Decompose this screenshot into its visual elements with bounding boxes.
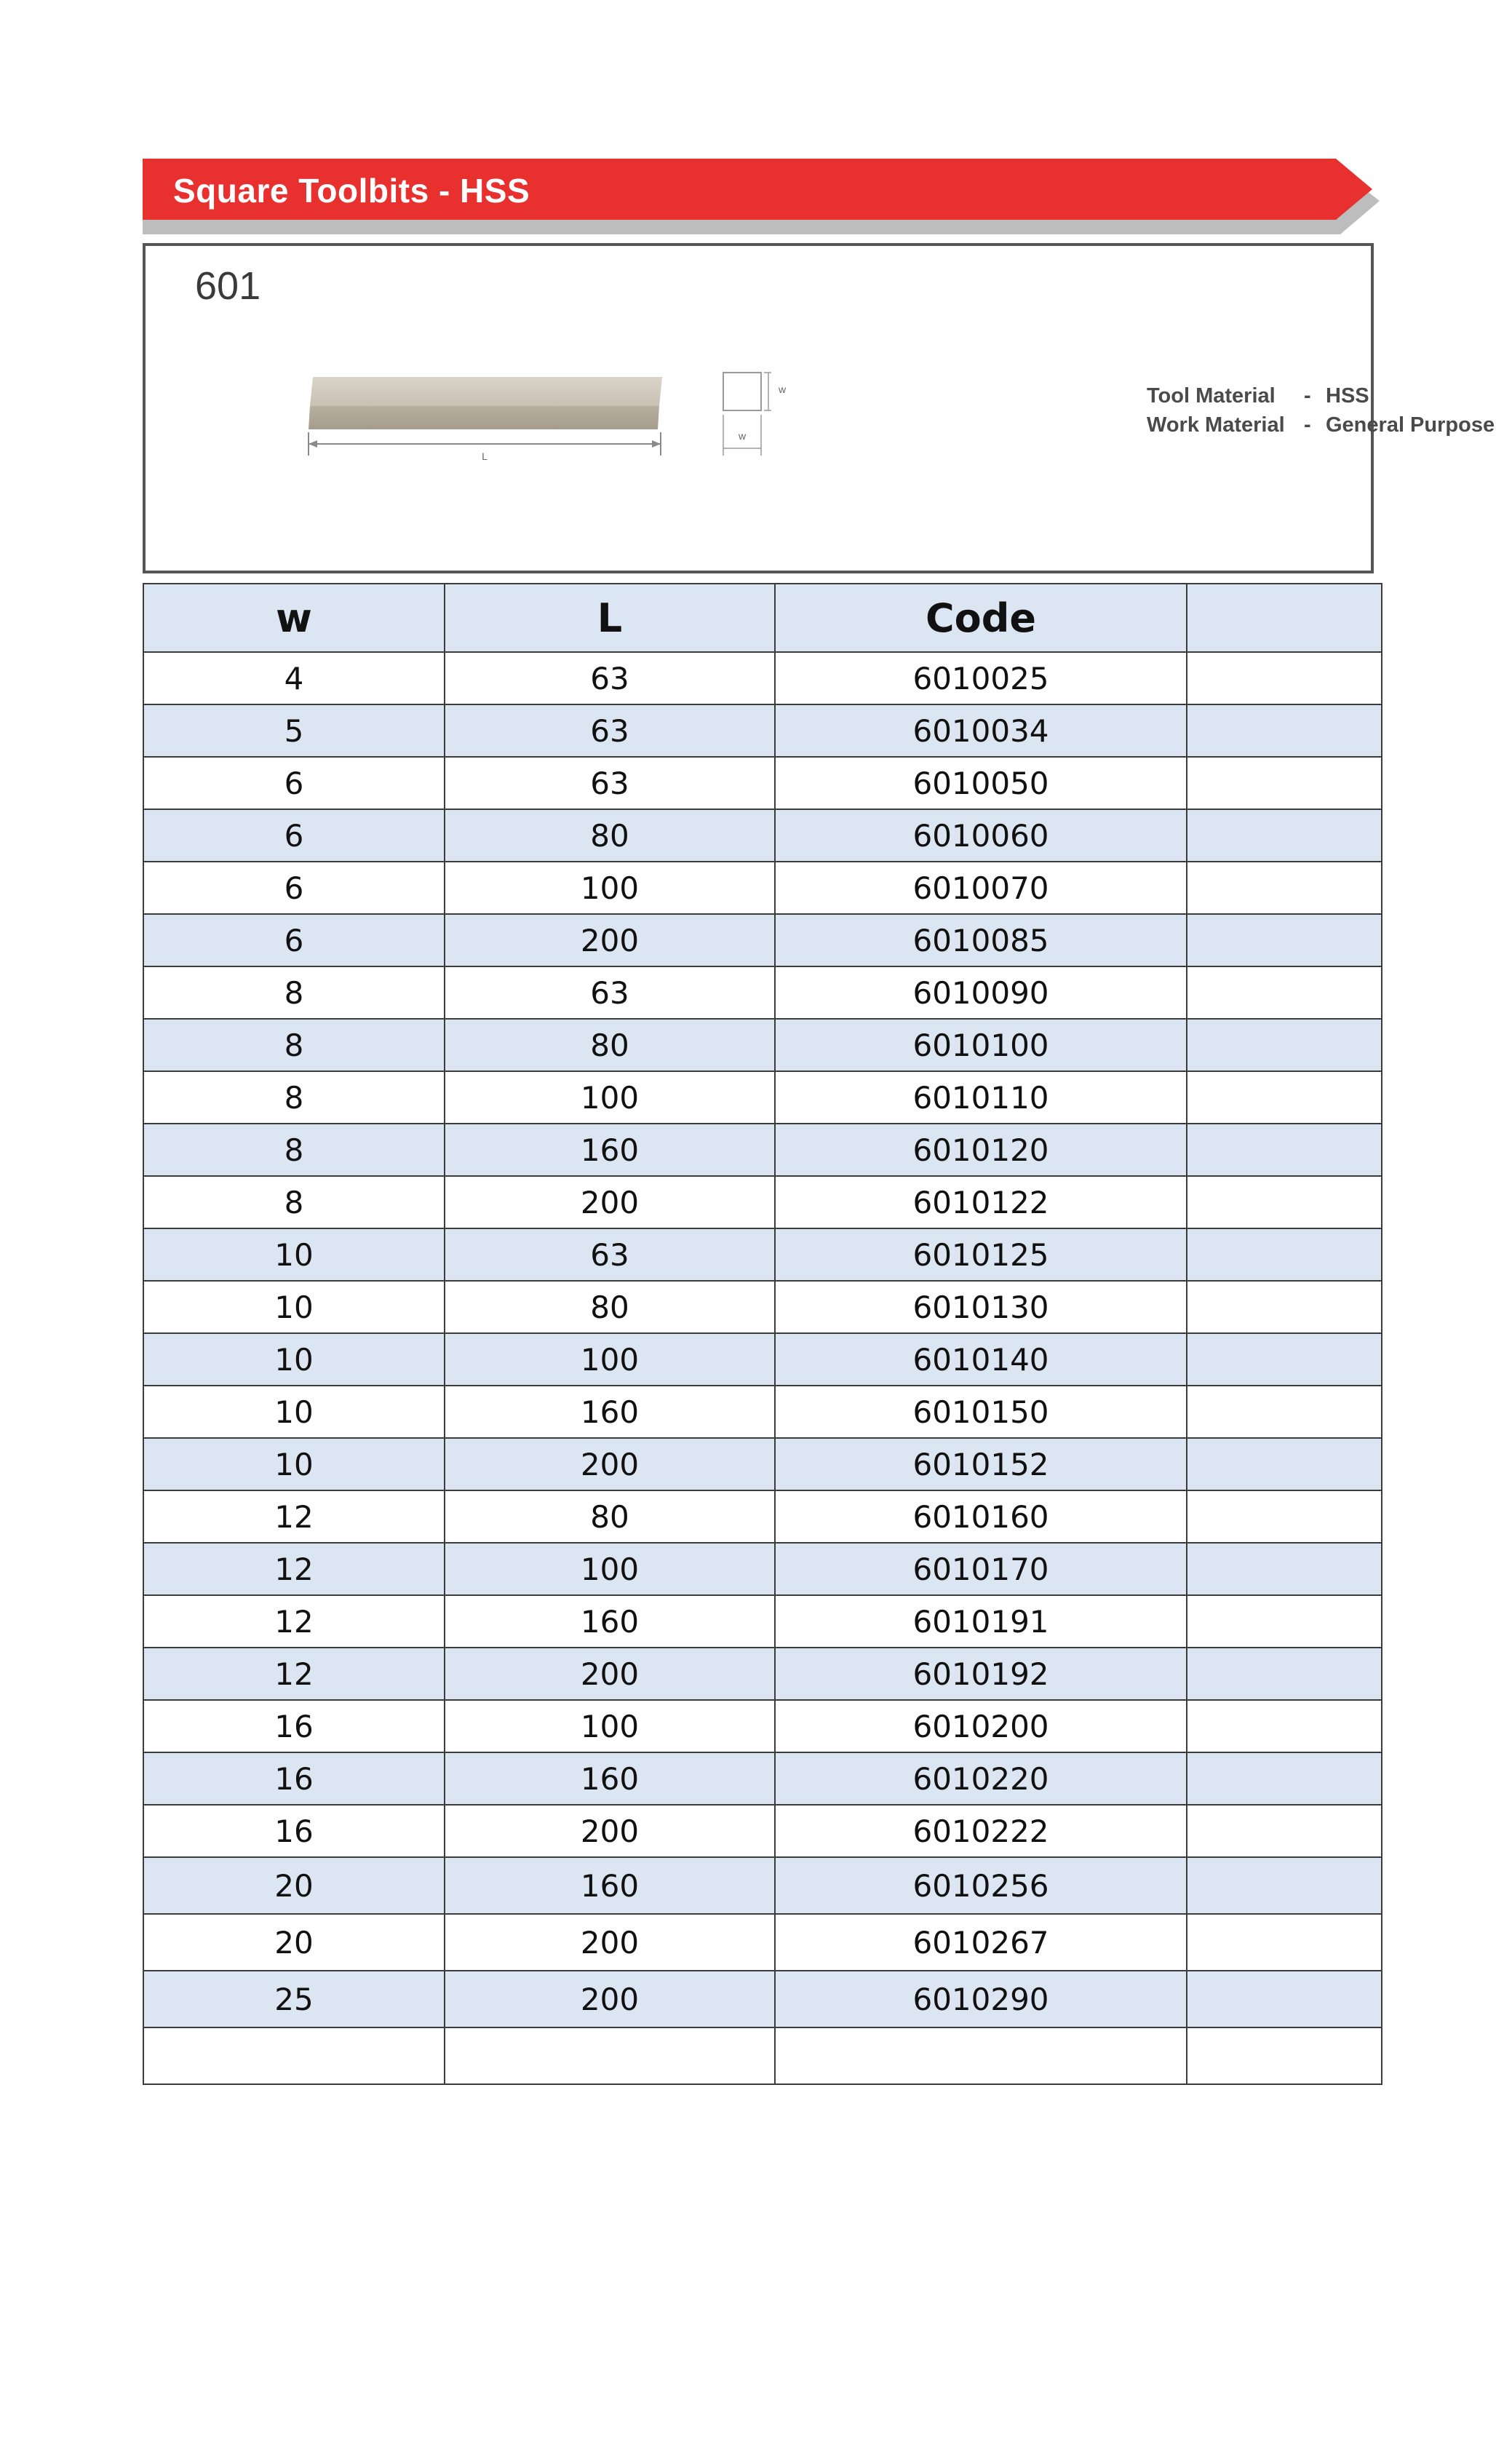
- cell-w: 10: [143, 1438, 445, 1490]
- cell-l: 80: [445, 809, 775, 862]
- table-row: [143, 862, 1382, 914]
- spec-dash: -: [1304, 413, 1311, 437]
- table-row: [143, 1857, 1382, 1914]
- spec-work-material: [1147, 410, 1495, 440]
- product-code: 601: [195, 264, 261, 308]
- page-title: Square Toolbits - HSS: [173, 172, 530, 210]
- table-body: [143, 652, 1382, 2084]
- cell-code: 6010191: [775, 1595, 1187, 1648]
- cell-l: 80: [445, 1490, 775, 1543]
- table-row: [143, 1438, 1382, 1490]
- table-row: [143, 966, 1382, 1019]
- cell-w: 12: [143, 1543, 445, 1595]
- cell-code: 6010222: [775, 1805, 1187, 1857]
- table-row: [143, 1914, 1382, 1971]
- table-row: [143, 1019, 1382, 1071]
- cell-w: 10: [143, 1333, 445, 1386]
- cell-code: 6010130: [775, 1281, 1187, 1333]
- toolbit-image: [306, 362, 677, 472]
- cell-l: 200: [445, 1971, 775, 2027]
- column-header-l: L: [445, 584, 775, 652]
- cell-code: 6010090: [775, 966, 1187, 1019]
- cell-extra: [1187, 1914, 1382, 1971]
- cell-code: 6010140: [775, 1333, 1187, 1386]
- cell-w: 8: [143, 1019, 445, 1071]
- cell-l: 160: [445, 1857, 775, 1914]
- cell-extra: [1187, 1333, 1382, 1386]
- section-banner: [143, 159, 1380, 234]
- cell-w: 6: [143, 809, 445, 862]
- width-label-side: w: [779, 384, 787, 395]
- width-label-bottom: w: [738, 430, 747, 442]
- table-row: [143, 652, 1382, 704]
- cell-l: 80: [445, 1281, 775, 1333]
- table-row: [143, 1648, 1382, 1700]
- cell-w: 4: [143, 652, 445, 704]
- cell-extra: [1187, 757, 1382, 809]
- cell-l: 63: [445, 966, 775, 1019]
- table-header-row: [143, 584, 1382, 652]
- table-row: [143, 1805, 1382, 1857]
- square-section-diagram: [720, 370, 822, 479]
- table-row: [143, 1700, 1382, 1752]
- cell-w: 8: [143, 1071, 445, 1124]
- cell-l: 63: [445, 704, 775, 757]
- size-code-table: [143, 583, 1382, 2085]
- spec-list: [1147, 381, 1495, 440]
- cell-w: 20: [143, 1857, 445, 1914]
- cell-extra: [1187, 1490, 1382, 1543]
- cell-code: 6010125: [775, 1228, 1187, 1281]
- table-row: [143, 1281, 1382, 1333]
- cell-w: 16: [143, 1700, 445, 1752]
- cell-l: 160: [445, 1752, 775, 1805]
- cell-w: 10: [143, 1228, 445, 1281]
- cell-extra: [1187, 1281, 1382, 1333]
- cell-w: 6: [143, 757, 445, 809]
- table-row: [143, 1176, 1382, 1228]
- cell-extra: [1187, 1971, 1382, 2027]
- spec-value: General Purpose: [1326, 413, 1495, 437]
- cell-l: 200: [445, 1914, 775, 1971]
- cell-w: 6: [143, 914, 445, 966]
- table-row: [143, 1071, 1382, 1124]
- table-row: [143, 2027, 1382, 2084]
- cell-extra: [1187, 2027, 1382, 2084]
- cell-l: 200: [445, 914, 775, 966]
- cell-extra: [1187, 966, 1382, 1019]
- cell-l: 160: [445, 1595, 775, 1648]
- cell-code: 6010290: [775, 1971, 1187, 2027]
- cell-extra: [1187, 914, 1382, 966]
- table-row: [143, 1595, 1382, 1648]
- table-row: [143, 1752, 1382, 1805]
- table-row: [143, 757, 1382, 809]
- cell-w: 16: [143, 1805, 445, 1857]
- cell-l: 63: [445, 652, 775, 704]
- cell-code: 6010152: [775, 1438, 1187, 1490]
- cell-extra: [1187, 1228, 1382, 1281]
- cell-extra: [1187, 809, 1382, 862]
- cell-code: 6010100: [775, 1019, 1187, 1071]
- cell-code: 6010192: [775, 1648, 1187, 1700]
- cell-extra: [1187, 1071, 1382, 1124]
- cell-code: 6010120: [775, 1124, 1187, 1176]
- cell-extra: [1187, 1019, 1382, 1071]
- cell-w: 20: [143, 1914, 445, 1971]
- cell-w: 8: [143, 1176, 445, 1228]
- cell-l: 200: [445, 1176, 775, 1228]
- cell-code: [775, 2027, 1187, 2084]
- cell-l: 100: [445, 1543, 775, 1595]
- cell-l: 200: [445, 1648, 775, 1700]
- cell-code: 6010150: [775, 1386, 1187, 1438]
- column-header-w: w: [143, 584, 445, 652]
- cell-code: 6010085: [775, 914, 1187, 966]
- spec-label: Work Material: [1147, 413, 1285, 437]
- cell-extra: [1187, 1595, 1382, 1648]
- cell-w: 10: [143, 1281, 445, 1333]
- cell-l: 160: [445, 1386, 775, 1438]
- cell-w: 12: [143, 1490, 445, 1543]
- cell-extra: [1187, 1543, 1382, 1595]
- cell-extra: [1187, 1438, 1382, 1490]
- table-row: [143, 1386, 1382, 1438]
- cell-w: 12: [143, 1595, 445, 1648]
- table-row: [143, 1124, 1382, 1176]
- cell-w: [143, 2027, 445, 2084]
- table-row: [143, 1228, 1382, 1281]
- cell-w: 25: [143, 1971, 445, 2027]
- spec-value: HSS: [1326, 384, 1369, 408]
- cell-code: 6010160: [775, 1490, 1187, 1543]
- cell-extra: [1187, 652, 1382, 704]
- table-row: [143, 1971, 1382, 2027]
- cell-w: 5: [143, 704, 445, 757]
- cell-code: 6010070: [775, 862, 1187, 914]
- cell-code: 6010200: [775, 1700, 1187, 1752]
- cell-extra: [1187, 1386, 1382, 1438]
- cell-extra: [1187, 1752, 1382, 1805]
- cell-w: 6: [143, 862, 445, 914]
- cell-code: 6010050: [775, 757, 1187, 809]
- cell-code: 6010256: [775, 1857, 1187, 1914]
- cell-w: 16: [143, 1752, 445, 1805]
- cell-w: 10: [143, 1386, 445, 1438]
- cell-code: 6010034: [775, 704, 1187, 757]
- cell-l: 200: [445, 1805, 775, 1857]
- cell-code: 6010122: [775, 1176, 1187, 1228]
- cell-l: 63: [445, 1228, 775, 1281]
- cell-extra: [1187, 1124, 1382, 1176]
- length-label: L: [482, 450, 488, 462]
- cell-l: 100: [445, 1071, 775, 1124]
- product-info-panel: [143, 243, 1495, 573]
- cell-code: 6010220: [775, 1752, 1187, 1805]
- table-row: [143, 914, 1382, 966]
- cell-w: 8: [143, 966, 445, 1019]
- cell-extra: [1187, 1648, 1382, 1700]
- table-row: [143, 1543, 1382, 1595]
- cell-w: 8: [143, 1124, 445, 1176]
- table-row: [143, 1490, 1382, 1543]
- cell-code: 6010025: [775, 652, 1187, 704]
- cell-code: 6010110: [775, 1071, 1187, 1124]
- spec-tool-material: [1147, 381, 1495, 410]
- cell-extra: [1187, 1805, 1382, 1857]
- cell-extra: [1187, 1176, 1382, 1228]
- cell-code: 6010170: [775, 1543, 1187, 1595]
- cell-l: 100: [445, 862, 775, 914]
- cell-extra: [1187, 862, 1382, 914]
- spec-dash: -: [1304, 384, 1311, 408]
- column-header-blank: [1187, 584, 1382, 652]
- column-header-code: Code: [775, 584, 1187, 652]
- cell-code: 6010267: [775, 1914, 1187, 1971]
- cell-code: 6010060: [775, 809, 1187, 862]
- cell-l: 200: [445, 1438, 775, 1490]
- cell-w: 12: [143, 1648, 445, 1700]
- cell-l: 63: [445, 757, 775, 809]
- table-row: [143, 809, 1382, 862]
- table-row: [143, 1333, 1382, 1386]
- cell-extra: [1187, 704, 1382, 757]
- cell-l: 100: [445, 1333, 775, 1386]
- cell-l: [445, 2027, 775, 2084]
- cell-extra: [1187, 1700, 1382, 1752]
- cell-l: 160: [445, 1124, 775, 1176]
- cell-extra: [1187, 1857, 1382, 1914]
- cell-l: 80: [445, 1019, 775, 1071]
- table-row: [143, 704, 1382, 757]
- spec-label: Tool Material: [1147, 384, 1276, 408]
- cell-l: 100: [445, 1700, 775, 1752]
